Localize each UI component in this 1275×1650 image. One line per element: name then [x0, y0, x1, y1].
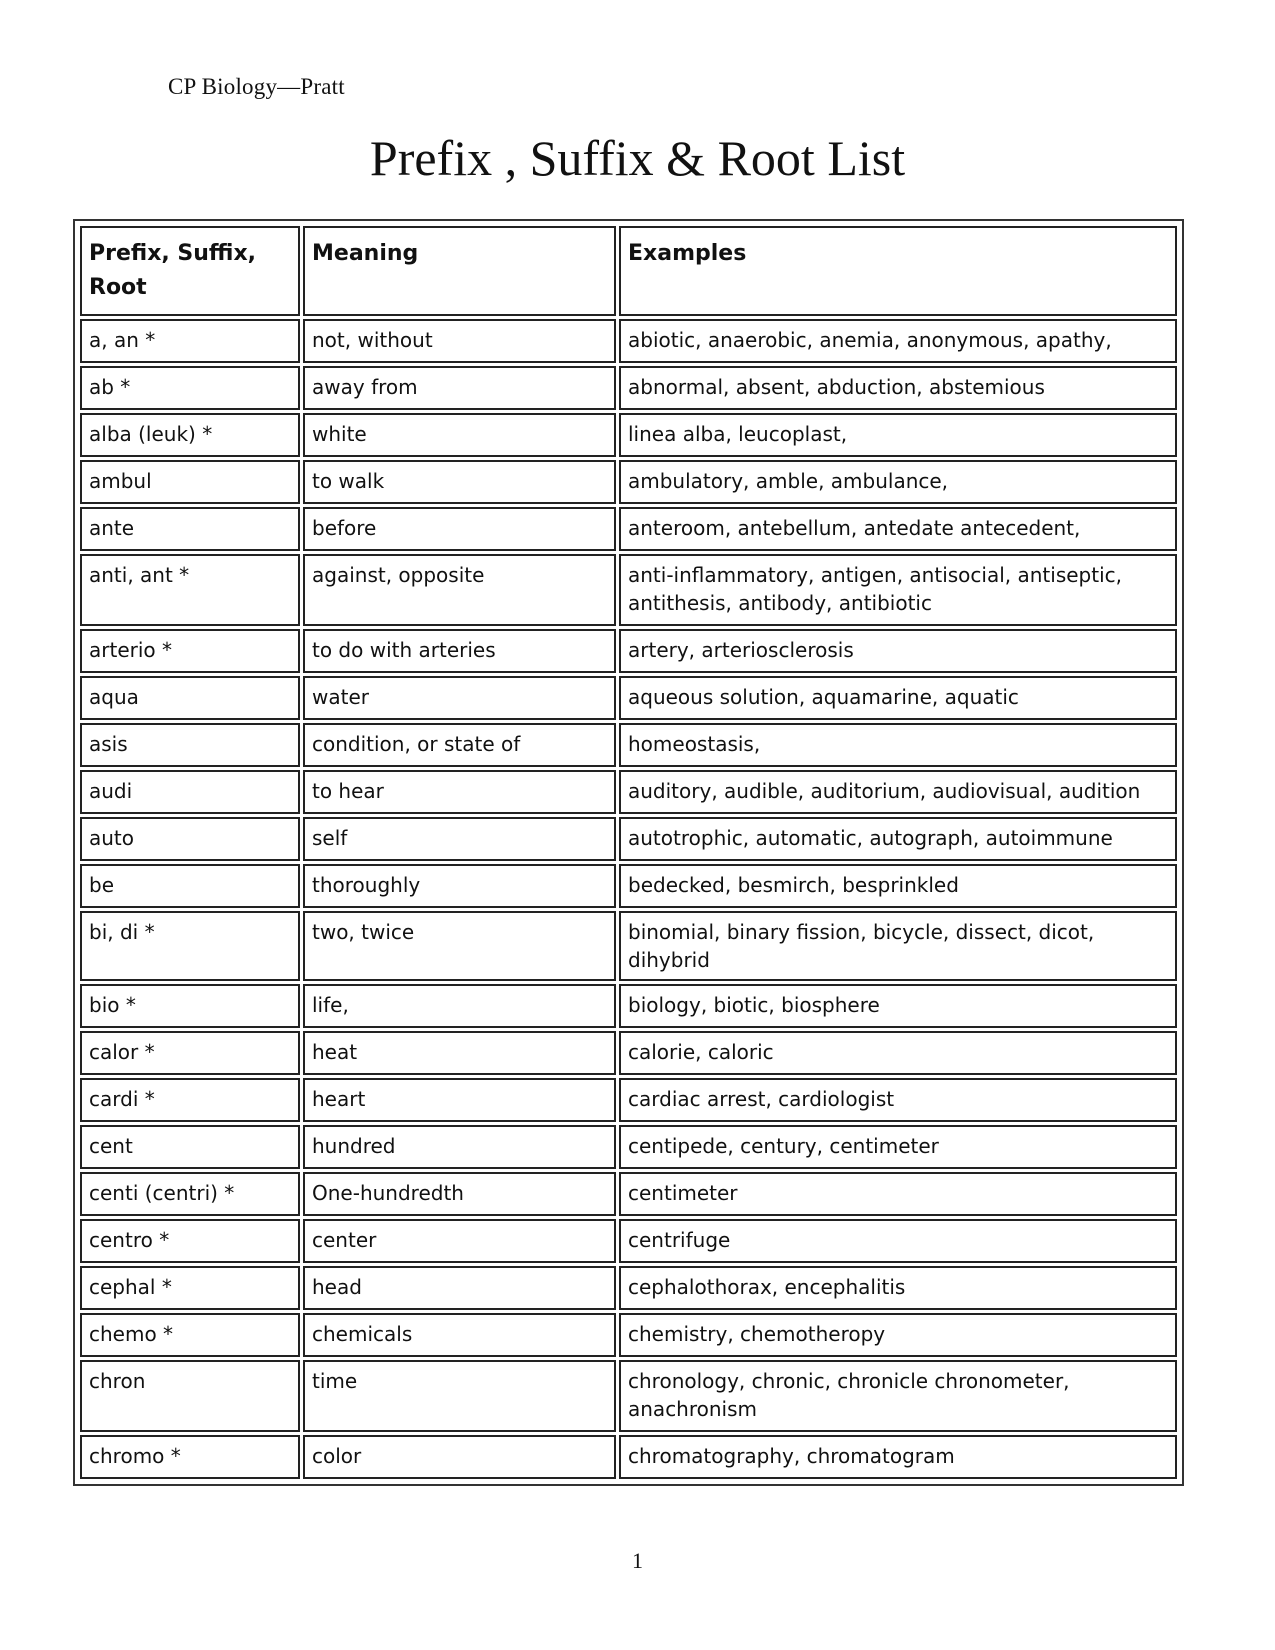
examples-cell: abnormal, absent, abduction, abstemious — [619, 366, 1177, 410]
term-cell: asis — [80, 723, 300, 767]
table-row — [80, 319, 1177, 363]
table-row — [80, 629, 1177, 673]
examples-cell: chemistry, chemotheropy — [619, 1313, 1177, 1357]
term-cell: ante — [80, 507, 300, 551]
term-cell: cephal * — [80, 1266, 300, 1310]
term-cell: cent — [80, 1125, 300, 1169]
meaning-cell: away from — [303, 366, 616, 410]
meaning-cell: to hear — [303, 770, 616, 814]
meaning-cell: heart — [303, 1078, 616, 1122]
table-row — [80, 817, 1177, 861]
meaning-cell: condition, or state of — [303, 723, 616, 767]
column-header-term: Prefix, Suffix, Root — [80, 226, 300, 316]
term-cell: auto — [80, 817, 300, 861]
term-cell: arterio * — [80, 629, 300, 673]
table-row — [80, 460, 1177, 504]
examples-cell: linea alba, leucoplast, — [619, 413, 1177, 457]
examples-cell: aqueous solution, aquamarine, aquatic — [619, 676, 1177, 720]
column-header-meaning: Meaning — [303, 226, 616, 316]
term-cell: bi, di * — [80, 911, 300, 981]
table-row — [80, 1313, 1177, 1357]
table-header-row — [80, 226, 1177, 316]
term-cell: a, an * — [80, 319, 300, 363]
table-row — [80, 1031, 1177, 1075]
table-row — [80, 554, 1177, 626]
table-row — [80, 1435, 1177, 1479]
term-cell: aqua — [80, 676, 300, 720]
prefix-suffix-root-table — [77, 223, 1180, 1482]
meaning-cell: to do with arteries — [303, 629, 616, 673]
examples-cell: binomial, binary fission, bicycle, dissect, dicot, dihybrid — [619, 911, 1177, 981]
meaning-cell: not, without — [303, 319, 616, 363]
table-row — [80, 1125, 1177, 1169]
table-row — [80, 864, 1177, 908]
examples-cell: anti-inflammatory, antigen, antisocial, antiseptic, antithesis, antibody, antibiotic — [619, 554, 1177, 626]
meaning-cell: hundred — [303, 1125, 616, 1169]
examples-cell: chronology, chronic, chronicle chronometer, anachronism — [619, 1360, 1177, 1432]
term-cell: chron — [80, 1360, 300, 1432]
examples-cell: anteroom, antebellum, antedate antecedent, — [619, 507, 1177, 551]
table-row — [80, 1219, 1177, 1263]
examples-cell: biology, biotic, biosphere — [619, 984, 1177, 1028]
meaning-cell: head — [303, 1266, 616, 1310]
term-cell: ab * — [80, 366, 300, 410]
meaning-cell: against, opposite — [303, 554, 616, 626]
table-row — [80, 413, 1177, 457]
examples-cell: artery, arteriosclerosis — [619, 629, 1177, 673]
examples-cell: abiotic, anaerobic, anemia, anonymous, apathy, — [619, 319, 1177, 363]
term-cell: calor * — [80, 1031, 300, 1075]
examples-cell: bedecked, besmirch, besprinkled — [619, 864, 1177, 908]
term-cell: chemo * — [80, 1313, 300, 1357]
term-cell: audi — [80, 770, 300, 814]
examples-cell: cardiac arrest, cardiologist — [619, 1078, 1177, 1122]
meaning-cell: water — [303, 676, 616, 720]
meaning-cell: chemicals — [303, 1313, 616, 1357]
meaning-cell: One-hundredth — [303, 1172, 616, 1216]
meaning-cell: heat — [303, 1031, 616, 1075]
meaning-cell: two, twice — [303, 911, 616, 981]
table-row — [80, 1266, 1177, 1310]
table-row — [80, 723, 1177, 767]
page-title: Prefix , Suffix & Root List — [369, 130, 906, 186]
table-row — [80, 1172, 1177, 1216]
table-row — [80, 1078, 1177, 1122]
meaning-cell: self — [303, 817, 616, 861]
table-row — [80, 984, 1177, 1028]
column-header-examples: Examples — [619, 226, 1177, 316]
table-row — [80, 770, 1177, 814]
table-row — [80, 507, 1177, 551]
term-cell: be — [80, 864, 300, 908]
term-cell: ambul — [80, 460, 300, 504]
meaning-cell: thoroughly — [303, 864, 616, 908]
course-header: CP Biology—Pratt — [168, 74, 345, 99]
examples-cell: centimeter — [619, 1172, 1177, 1216]
meaning-cell: time — [303, 1360, 616, 1432]
term-cell: centro * — [80, 1219, 300, 1263]
examples-cell: homeostasis, — [619, 723, 1177, 767]
term-cell: cardi * — [80, 1078, 300, 1122]
meaning-cell: color — [303, 1435, 616, 1479]
examples-cell: chromatography, chromatogram — [619, 1435, 1177, 1479]
meaning-cell: before — [303, 507, 616, 551]
examples-cell: centipede, century, centimeter — [619, 1125, 1177, 1169]
table-row — [80, 366, 1177, 410]
table-body — [80, 319, 1177, 1479]
examples-cell: ambulatory, amble, ambulance, — [619, 460, 1177, 504]
table-row — [80, 1360, 1177, 1432]
term-cell: centi (centri) * — [80, 1172, 300, 1216]
examples-cell: auditory, audible, auditorium, audiovisual, audition — [619, 770, 1177, 814]
term-cell: anti, ant * — [80, 554, 300, 626]
examples-cell: cephalothorax, encephalitis — [619, 1266, 1177, 1310]
page-number: 1 — [632, 1548, 643, 1573]
meaning-cell: life, — [303, 984, 616, 1028]
examples-cell: calorie, caloric — [619, 1031, 1177, 1075]
examples-cell: centrifuge — [619, 1219, 1177, 1263]
term-cell: chromo * — [80, 1435, 300, 1479]
table-row — [80, 676, 1177, 720]
meaning-cell: white — [303, 413, 616, 457]
term-cell: bio * — [80, 984, 300, 1028]
meaning-cell: center — [303, 1219, 616, 1263]
term-cell: alba (leuk) * — [80, 413, 300, 457]
meaning-cell: to walk — [303, 460, 616, 504]
table-frame — [73, 219, 1184, 1486]
examples-cell: autotrophic, automatic, autograph, autoimmune — [619, 817, 1177, 861]
table-row — [80, 911, 1177, 981]
